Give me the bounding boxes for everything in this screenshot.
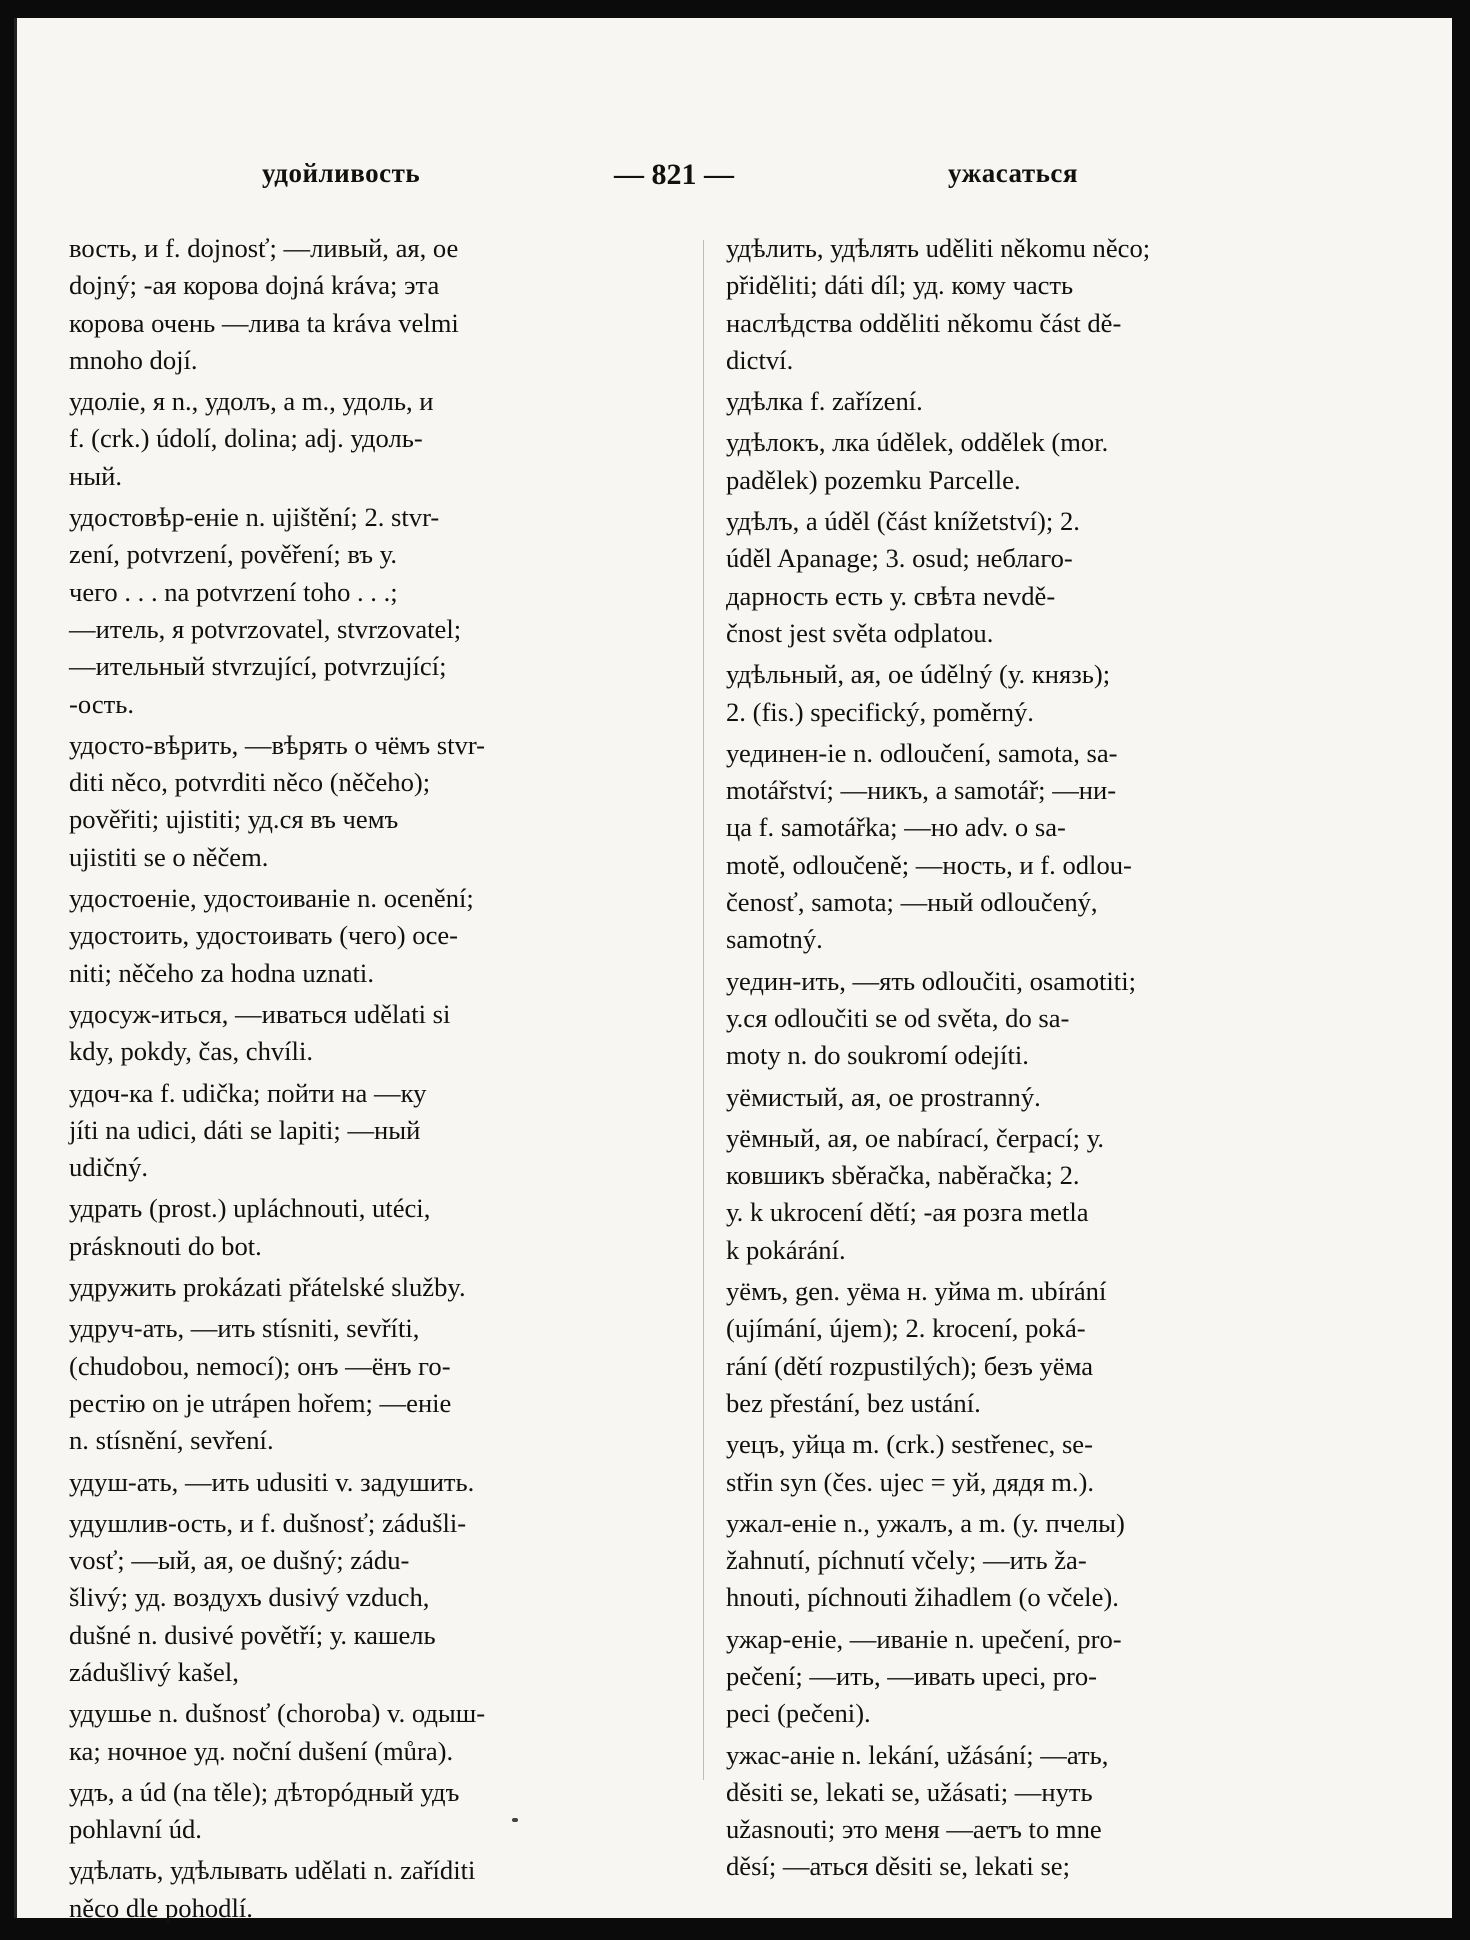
text-line: motě, odloučeně; —ность, и f. odlou- [726, 849, 1132, 880]
page-edge-line [14, 18, 17, 1918]
text-line: удоліе, я n., удолъ, а m., удоль, и [69, 386, 434, 417]
text-line: padělek) pozemku Parcelle. [726, 464, 1021, 495]
text-line: jíti na udici, dáti se lapiti; —ный [69, 1114, 421, 1145]
text-line: niti; něčeho za hodna uznati. [69, 957, 374, 988]
text-line: чего . . . na potvrzení toho . . .; [69, 576, 398, 607]
text-line: diti něco, potvrditi něco (něčeho); [69, 767, 431, 798]
text-line: уединен-іе n. odloučení, samota, sa- [726, 737, 1118, 768]
text-line: kdy, pokdy, čas, chvíli. [69, 1036, 313, 1067]
text-line: moty n. do soukromí odejíti. [726, 1040, 1029, 1071]
text-line: -ость. [69, 688, 135, 719]
text-line: удосуж-иться, —иваться udělati si [69, 998, 451, 1029]
text-line: užasnouti; это меня —аетъ to mne [726, 1814, 1102, 1845]
left-column [69, 230, 663, 1927]
text-line: удѣлъ, а úděl (část knížetství); 2. [726, 506, 1080, 537]
text-line: (ujímání, újem); 2. krocení, poká- [726, 1313, 1086, 1344]
dictionary-page [14, 18, 1452, 1923]
text-line: удуш-ать, —ить udusiti v. задушить. [69, 1466, 475, 1497]
text-line: удушлив-ость, и f. dušnosť; zádušli- [69, 1507, 467, 1538]
text-line: bez přestání, bez ustání. [726, 1387, 981, 1418]
text-line: n. stísnění, sevření. [69, 1425, 274, 1456]
text-line: přiděliti; dáti díl; уд. кому часть [726, 270, 1074, 301]
text-line: —итель, я potvrzovatel, stvrzovatel; [69, 613, 462, 644]
text-line: вость, и f. dojnosť; —ливый, ая, ое [69, 233, 459, 263]
text-line: děsiti se, lekati se, užásati; —нуть [726, 1776, 1093, 1807]
text-line: střin syn (čes. ujec = уй, дядя m.). [726, 1466, 1095, 1497]
text-line: dojný; -ая корова dojná kráva; эта [69, 270, 440, 301]
text-line: удъ, а úd (na těle); дѣторóдный удъ [69, 1776, 460, 1807]
text-line: дарность есть у. свѣта nevdě- [726, 580, 1056, 611]
text-line: ужар-еніе, —иваніе n. upečení, pro- [726, 1623, 1122, 1654]
text-line: уёмистый, ая, ое prostranný. [726, 1081, 1041, 1112]
page-number: — 821 — [614, 158, 734, 191]
text-line: peci (pečeni). [726, 1698, 871, 1729]
text-line: ка; ночное уд. noční dušení (můra). [69, 1735, 454, 1766]
text-line: удостовѣр-еніе n. ujištění; 2. stvr- [69, 502, 440, 533]
text-line: děsí; —аться děsiti se, lekati se; [726, 1851, 1070, 1882]
left-guide-word: удойливость [262, 158, 421, 188]
text-line: удѣльный, ая, ое údělný (у. князь); [726, 659, 1111, 690]
text-line: удѣлить, удѣлять uděliti někomu něco; [726, 233, 1151, 263]
column-divider [703, 240, 704, 1780]
text-line: dušné n. dusivé povětří; у. кашель [69, 1619, 436, 1650]
text-line: уецъ, уйца m. (crk.) sestřenec, se- [726, 1429, 1093, 1460]
text-line: удостоить, удостоивать (чего) oce- [69, 920, 459, 951]
text-line: уёмный, ая, ое nabírací, čerpací; у. [726, 1122, 1104, 1153]
text-line: čenosť, samota; —ный odloučený, [726, 887, 1098, 918]
text-line: žahnutí, píchnutí včely; —ить ža- [726, 1545, 1087, 1576]
text-line: ный. [69, 460, 122, 491]
text-line: čnost jest světa odplatou. [726, 617, 994, 648]
text-line: mnoho dojí. [69, 344, 198, 375]
text-line: удѣлка f. zařízení. [726, 386, 923, 417]
text-line: zení, potvrzení, pověření; въ у. [69, 539, 397, 570]
text-line: уёмъ, gen. уёма н. уйма m. ubírání [726, 1276, 1107, 1307]
text-line: удрать (prost.) upláchnouti, utéci, [69, 1193, 431, 1224]
text-line: 2. (fis.) specifický, poměrný. [726, 696, 1034, 727]
text-line: samotný. [726, 924, 823, 955]
text-line: ца f. samotářka; —но adv. o sa- [726, 812, 1066, 843]
text-line: ужал-еніе n., ужалъ, а m. (у. пчелы) [726, 1507, 1125, 1538]
text-line: rání (dětí rozpustilých); безъ уёма [726, 1350, 1094, 1381]
right-guide-word: ужасаться [948, 158, 1078, 188]
text-line: удоч-ка f. udička; пойти на —ку [69, 1077, 427, 1108]
text-line: корова очень —лива ta kráva velmi [69, 307, 459, 338]
text-line: у. k ukrocení dětí; -ая розга metla [726, 1197, 1089, 1228]
text-line: удушье n. dušnosť (choroba) v. одыш- [69, 1698, 486, 1729]
text-line: рестію on je utrápen hořem; —еніе [69, 1387, 452, 1418]
text-line: zádušlivý kašel, [69, 1656, 239, 1687]
text-line: hnouti, píchnouti žihadlem (o včele). [726, 1582, 1119, 1613]
text-line: —ительный stvrzující, potvrzující; [69, 651, 447, 682]
text-line: šlivý; уд. воздухъ dusivý vzduch, [69, 1582, 430, 1613]
text-line: ужас-аніе n. lekání, užásání; —ать, [726, 1739, 1109, 1770]
text-line: удруч-ать, —ить stísniti, sevříti, [69, 1313, 420, 1344]
text-line: наслѣдства odděliti někomu část dě- [726, 307, 1122, 338]
text-line: pověřiti; ujistiti; уд.ся въ чемъ [69, 804, 399, 835]
text-line: udičný. [69, 1152, 149, 1183]
text-line: удосто-вѣрить, —вѣрять о чёмъ stvr- [69, 729, 485, 760]
page-header [14, 158, 1452, 198]
right-column [726, 230, 1332, 1886]
text-line: f. (crk.) údolí, dolina; adj. удоль- [69, 423, 423, 454]
text-line: удѣлать, удѣлывать udělati n. zaříditi [69, 1855, 476, 1886]
text-line: ujistiti se o něčem. [69, 841, 269, 872]
text-line: něco dle pohodlí. [69, 1892, 253, 1923]
text-line: dictví. [726, 344, 794, 375]
text-line: vosť; —ый, ая, ое dušný; zádu- [69, 1545, 410, 1576]
text-line: ковшикъ sběračka, naběračka; 2. [726, 1160, 1080, 1191]
page-speck [512, 1818, 518, 1822]
text-line: удѣлокъ, лка údělek, oddělek (mor. [726, 427, 1109, 458]
text-line: у.ся odloučiti se od světa, do sa- [726, 1002, 1070, 1033]
text-line: pečení; —ить, —ивать upeci, pro- [726, 1660, 1098, 1691]
text-line: k pokárání. [726, 1234, 846, 1265]
text-line: pohlavní úd. [69, 1814, 202, 1845]
text-line: úděl Apanage; 3. osud; неблаго- [726, 543, 1073, 574]
text-line: (chudobou, nemocí); онъ —ёнъ го- [69, 1350, 451, 1381]
text-line: удружить prokázati přátelské služby. [69, 1272, 466, 1303]
text-line: prásknouti do bot. [69, 1230, 262, 1261]
text-line: уедин-ить, —ять odloučiti, osamotiti; [726, 965, 1136, 996]
text-line: удостоеніе, удостоиваніе n. ocenění; [69, 883, 474, 914]
text-line: motářství; —никъ, а samotář; —ни- [726, 775, 1117, 806]
